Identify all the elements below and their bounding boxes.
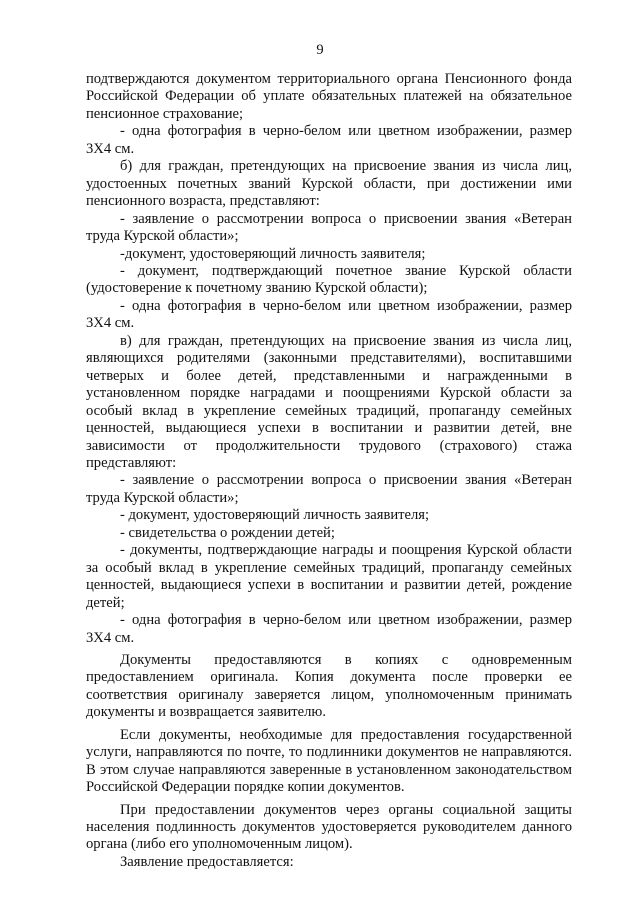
paragraph: При предоставлении документов через органы социальной защиты населения подлинность документов удостоверяется руководителем данного органа (либо его уполномоченным лицом). [86,801,572,853]
paragraph: подтверждаются документом территориального органа Пенсионного фонда Российской Федерации об уплате обязательных платежей на обязательное пенсионное страхование; [86,71,572,122]
paragraph: Если документы, необходимые для предоставления государственной услуги, направляются по почте, то подлинники документов не направляются. В этом случае направляются заверенные в установленном законодательством Российской Федерации порядке копии документов. [86,726,572,796]
list-item: - свидетельства о рождении детей; [120,524,335,541]
document-body [86,71,572,871]
list-item: - одна фотография в черно-белом или цветном изображении, размер 3Х4 см. [86,123,572,157]
paragraph: б) для граждан, претендующих на присвоение звания из числа лиц, удостоенных почетных званий Курской области, при достижении ими пенсионного возраста, представляют: [86,158,572,210]
paragraph: Заявление предоставляется: [120,853,294,870]
page-number: 9 [316,42,324,58]
list-item: - документы, подтверждающие награды и поощрения Курской области за особый вклад в укрепление семейных традиций, пропаганду семейных ценностей, выдающиеся успехи в воспитании и развитии детей, рождение детей; [86,542,572,611]
list-item: - документ, подтверждающий почетное звание Курской области (удостоверение к почетному званию Курской области); [86,262,572,297]
list-item: - одна фотография в черно-белом или цветном изображении, размер 3Х4 см. [86,297,572,332]
list-item: - заявление о рассмотрении вопроса о присвоении звания «Ветеран труда Курской области»; [86,472,572,506]
list-item: - одна фотография в черно-белом или цветном изображении, размер 3Х4 см. [86,612,572,646]
list-item: - документ, удостоверяющий личность заявителя; [120,507,430,524]
paragraph: в) для граждан, претендующих на присвоение звания из числа лиц, являющихся родителями (законными представителями), воспитавшими четверых и более детей, представленными и награжденными в установленном порядке наградами и поощрениями Курской области за особый вклад в укрепление семейных традиций, пропаганду семейных ценностей, выдающиеся успехи в воспитании и развитии детей, вне зависимости от продолжительности трудового (страхового) стажа представляют: [86,332,572,471]
paragraph: Документы предоставляются в копиях с одновременным предоставлением оригинала. Копия документа после проверки ее соответствия оригиналу заверяется лицом, уполномоченным принимать документы и возвращается заявителю. [86,651,572,721]
list-item: -документ, удостоверяющий личность заявителя; [120,245,426,262]
list-item: - заявление о рассмотрении вопроса о присвоении звания «Ветеран труда Курской области»; [86,210,572,245]
